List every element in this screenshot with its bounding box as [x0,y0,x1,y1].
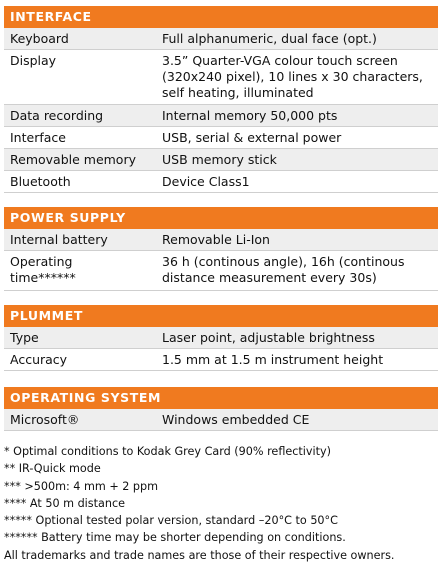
spec-row-removable-memory [4,149,438,171]
section-header: POWER SUPPLY [4,207,438,229]
spec-row-operating-time [4,251,438,291]
spec-value: Internal memory 50,000 pts [162,108,338,123]
spec-value: 36 h (continous angle), 16h (continous distance measurement every 30s) [162,254,405,285]
spec-label: Display [10,53,57,68]
spec-row-data-recording [4,105,438,127]
spec-row-type [4,327,438,349]
footnote: ***** Optional tested polar version, standard –20°C to 50°C [4,514,338,528]
spec-value: Full alphanumeric, dual face (opt.) [162,31,377,46]
spec-label: Type [10,330,39,345]
footnote: ****** Battery time may be shorter depending on conditions. [4,531,346,545]
section-plummet [4,305,438,371]
footnotes [4,443,438,564]
spec-label: Interface [10,130,66,145]
spec-label: Bluetooth [10,174,71,189]
footnote: ** IR-Quick mode [4,462,101,476]
spec-label: Keyboard [10,31,69,46]
spec-value: USB, serial & external power [162,130,342,145]
spec-row-bluetooth [4,171,438,193]
spec-label: Microsoft® [10,412,80,427]
section-interface [4,6,438,193]
spec-label: Data recording [10,108,104,123]
spec-row-microsoft [4,409,438,431]
spec-value: 1.5 mm at 1.5 m instrument height [162,352,384,367]
spec-value: Windows embedded CE [162,412,310,427]
spec-value: USB memory stick [162,152,277,167]
footnote: All trademarks and trade names are those of their respective owners. [4,548,395,562]
spec-row-keyboard [4,28,438,50]
spec-value: Laser point, adjustable brightness [162,330,375,345]
footnote: *** >500m: 4 mm + 2 ppm [4,479,159,493]
spec-row-display [4,50,438,105]
spec-value: 3.5” Quarter-VGA colour touch screen (320x240 pixel), 10 lines x 30 characters, self heating, illuminated [162,53,423,100]
spec-value: Device Class1 [162,174,250,189]
spec-label: Accuracy [10,352,68,367]
spec-label: Removable memory [10,152,136,167]
spec-label: Operating time****** [10,254,76,285]
section-header: PLUMMET [4,305,438,327]
spec-row-interface [4,127,438,149]
section-header: INTERFACE [4,6,438,28]
section-power-supply [4,207,438,291]
section-header: OPERATING SYSTEM [4,387,438,409]
spec-row-internal-battery [4,229,438,251]
spec-row-accuracy [4,349,438,371]
spec-label: Internal battery [10,232,108,247]
footnote: **** At 50 m distance [4,496,125,510]
spec-value: Removable Li-Ion [162,232,270,247]
footnote: * Optimal conditions to Kodak Grey Card (90% reflectivity) [4,445,331,458]
section-operating-system [4,387,438,431]
